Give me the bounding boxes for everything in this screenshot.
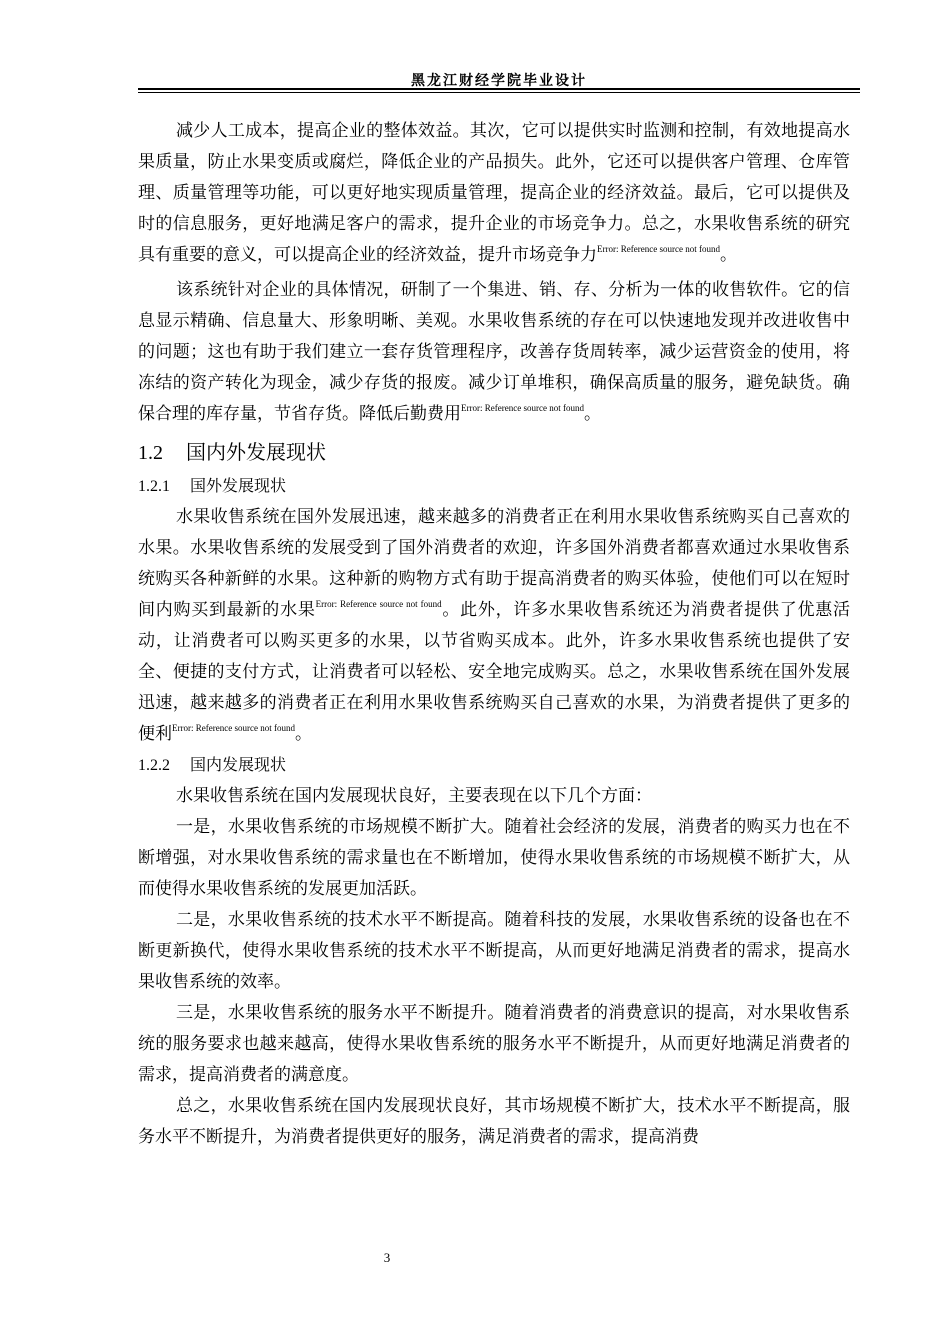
paragraph: 水果收售系统在国内发展现状良好，主要表现在以下几个方面： <box>176 786 652 806</box>
paragraph: 总之，水果收售系统在国内发展现状良好，其市场规模不断扩大，技术水平不断提高，服务水平不断提升，为消费者提供更好的服务，满足消费者的需求，提高消费 <box>138 1096 850 1147</box>
paragraph: 减少人工成本，提高企业的整体效益。其次，它可以提供实时监测和控制，有效地提高水果质量，防止水果变质或腐烂，降低企业的产品损失。此外，它还可以提供客户管理、仓库管理、质量管理等功能，可以更好地实现质量管理，提高企业的经济效益。最后，它可以提供及时的信息服务，更好地满足客户的需求，提升企业的市场竞争力。总之，水果收售系统的研究具有重要的意义，可以提高企业的经济效益，提升市场竞争力$^{Error: Reference source not found}$。 <box>138 121 850 265</box>
body-text <box>138 116 850 1153</box>
section-heading-1-2-2: 1.2.2 国内发展现状 <box>138 755 287 774</box>
running-header: 黑龙江财经学院毕业设计 <box>411 73 587 89</box>
paragraph: 三是，水果收售系统的服务水平不断提升。随着消费者的消费意识的提高，对水果收售系统的服务要求也越来越高，使得水果收售系统的服务水平不断提升，从而更好地满足消费者的需求，提高消费者的满意度。 <box>138 1003 850 1085</box>
section-heading-1-2: 1.2 国内外发展现状 <box>138 440 326 464</box>
paragraph: 水果收售系统在国外发展迅速，越来越多的消费者正在利用水果收售系统购买自己喜欢的水果。水果收售系统的发展受到了国外消费者的欢迎，许多国外消费者都喜欢通过水果收售系统购买各种新鲜的水果。这种新的购物方式有助于提高消费者的购买体验，使他们可以在短时间内购买到最新的水果$^{Error: Reference source not found}$。此外，许多水果收售系统还为消费者提供了优惠活动，让消费者可以购买更多的水果，以节省购买成本。此外，许多水果收售系统也提供了安全、便捷的支付方式，让消费者可以轻松、安全地完成购买。总之，水果收售系统在国外发展迅速，越来越多的消费者正在利用水果收售系统购买自己喜欢的水果，为消费者提供了更多的便利$^{Error: Reference source not found}$。 <box>138 507 851 744</box>
paragraph: 一是，水果收售系统的市场规模不断扩大。随着社会经济的发展，消费者的购买力也在不断增强，对水果收售系统的需求量也在不断增加，使得水果收售系统的市场规模不断扩大，从而使得水果收售系统的发展更加活跃。 <box>138 817 850 899</box>
reference-mark[interactable]: Error: Reference source not found <box>461 403 584 413</box>
reference-mark[interactable]: Error: Reference source not found <box>597 244 720 254</box>
header-rule <box>138 88 860 90</box>
section-heading-1-2-1: 1.2.1 国外发展现状 <box>138 476 287 495</box>
paragraph: 二是，水果收售系统的技术水平不断提高。随着科技的发展，水果收售系统的设备也在不断更新换代，使得水果收售系统的技术水平不断提高，从而更好地满足消费者的需求，提高水果收售系统的效率。 <box>138 910 850 992</box>
reference-mark[interactable]: Error: Reference source not found <box>315 599 442 609</box>
reference-mark[interactable]: Error: Reference source not found <box>172 723 295 733</box>
paragraph: 该系统针对企业的具体情况，研制了一个集进、销、存、分析为一体的收售软件。它的信息显示精确、信息量大、形象明晰、美观。水果收售系统的存在可以快速地发现并改进收售中的问题；这也有助于我们建立一套存货管理程序，改善存货周转率，减少运营资金的使用，将冻结的资产转化为现金，减少存货的报废。减少订单堆积，确保高质量的服务，避免缺货。确保合理的库存量，节省存货。降低后勤费用$^{Error: Reference source not found}$。 <box>138 280 850 424</box>
page-number: 3 <box>383 1250 391 1265</box>
header-rule-thin <box>138 92 860 93</box>
